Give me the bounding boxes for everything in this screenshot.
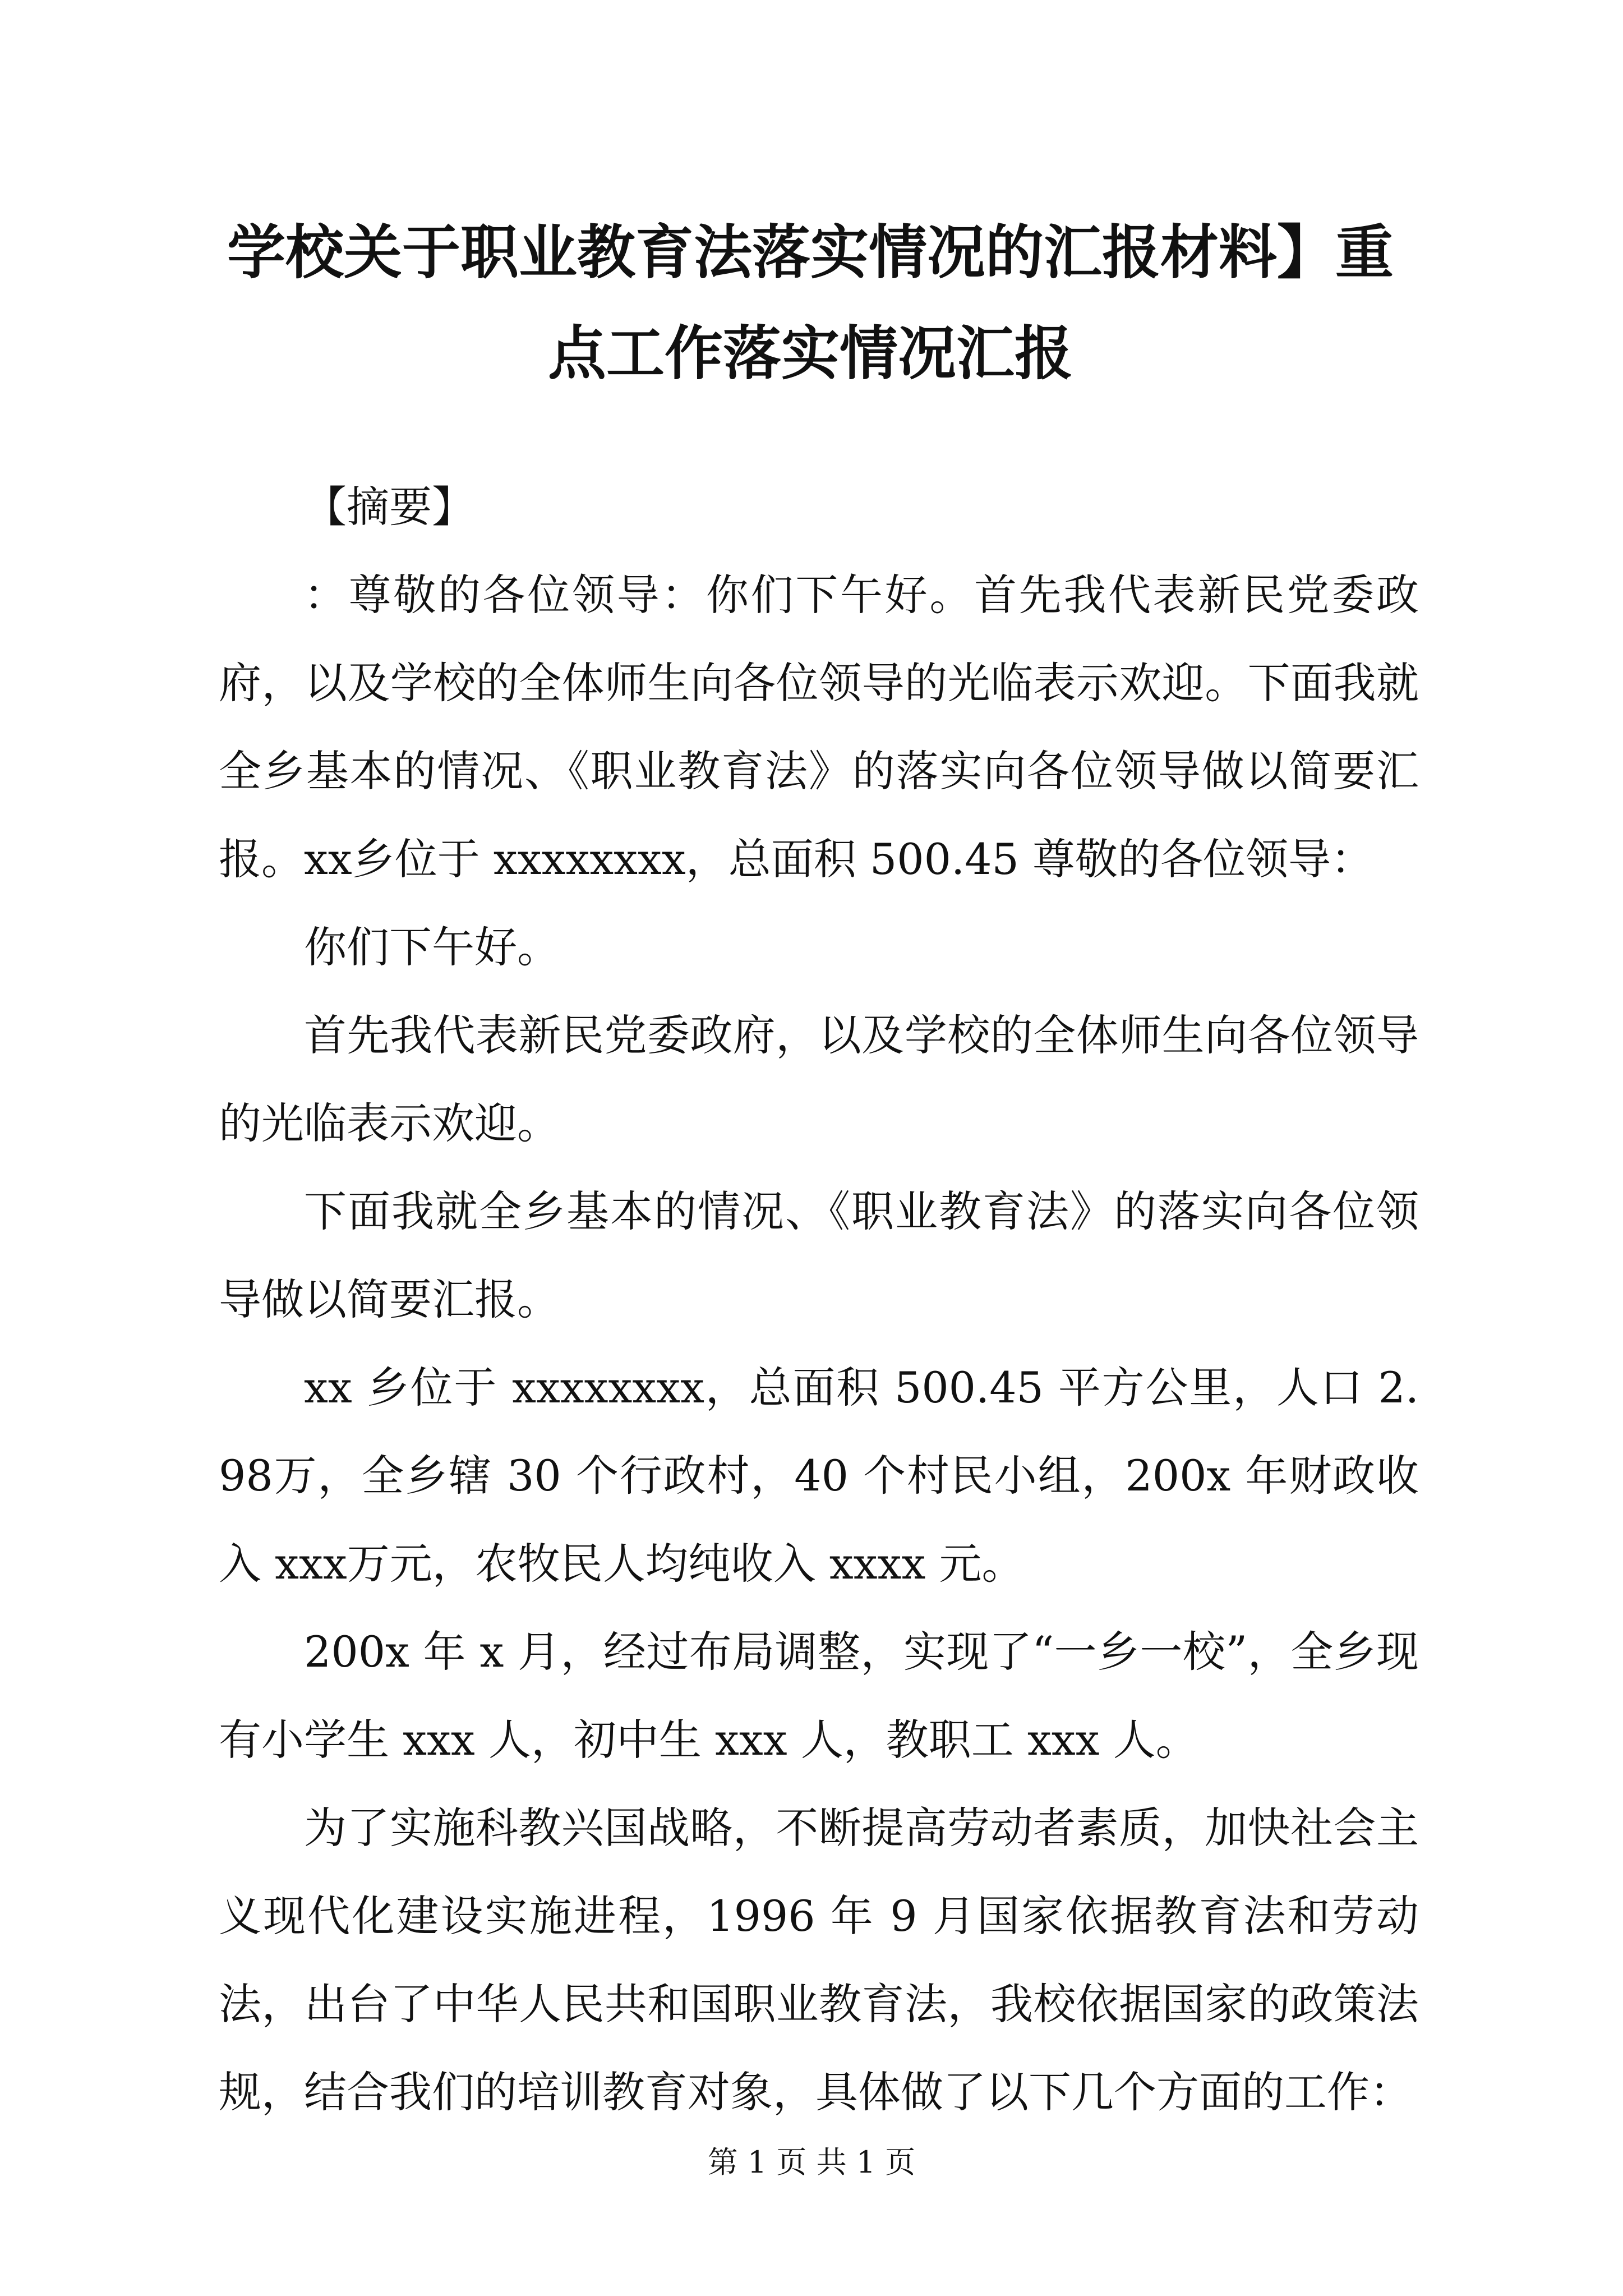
paragraph-greeting: 你们下午好。	[304, 922, 560, 972]
paragraph-abstract: ：尊敬的各位领导：你们下午好。首先我代表新民党委政府，以及学校的全体师生向各位领导的光临表示欢迎。下面我就全乡基本的情况、《职业教育法》的落实向各位领导做以简要汇报。xx乡位于 xxxxxxxx，总面积 500.45 尊敬的各位领导：	[219, 570, 1419, 884]
paragraph-vocational-law: 为了实施科教兴国战略，不断提高劳动者素质，加快社会主义现代化建设实施进程，1996 年 9 月国家依据教育法和劳动法，出台了中华人民共和国职业教育法，我校依据国家的政策法规，结合我们的培训教育对象，具体做了以下几个方面的工作：	[219, 1803, 1419, 2117]
paragraph-school-overview: 200x 年 x 月，经过布局调整，实现了“一乡一校”，全乡现有小学生 xxx 人，初中生 xxx 人，教职工 xxx 人。	[219, 1627, 1419, 1765]
paragraph-welcome: 首先我代表新民党委政府，以及学校的全体师生向各位领导的光临表示欢迎。	[219, 1010, 1419, 1148]
paragraph-intro: 下面我就全乡基本的情况、《职业教育法》的落实向各位领导做以简要汇报。	[219, 1186, 1419, 1324]
document-body	[219, 463, 1419, 2136]
page-footer: 第 1 页 共 1 页	[707, 2145, 916, 2180]
paragraph-township-overview: xx 乡位于 xxxxxxxx，总面积 500.45 平方公里，人口 2.98万，全乡辖 30 个行政村，40 个村民小组，200x 年财政收入 xxx万元，农牧民人均纯收入 xxxx 元。	[219, 1363, 1419, 1589]
paragraph-abstract-heading: 【摘要】	[304, 482, 474, 532]
document-title: 学校关于职业教育法落实情况的汇报材料】重点工作落实情况汇报	[227, 218, 1394, 388]
